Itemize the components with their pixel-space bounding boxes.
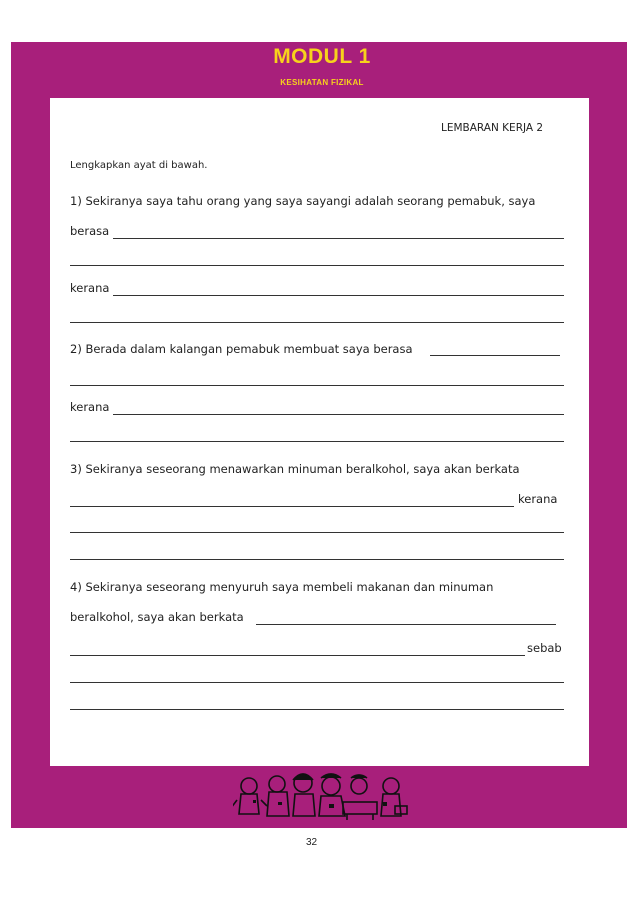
answer-line[interactable] [70, 385, 564, 386]
answer-line[interactable] [70, 559, 564, 560]
children-illustration-icon [233, 770, 409, 822]
answer-line[interactable] [430, 355, 560, 356]
question-4-word-sebab: sebab [527, 641, 562, 655]
question-1-word-kerana: kerana [70, 281, 110, 295]
answer-line[interactable] [70, 682, 564, 683]
question-1-text: 1) Sekiranya saya tahu orang yang saya sayangi adalah seorang pemabuk, saya [70, 194, 536, 208]
answer-line[interactable] [113, 414, 564, 415]
module-title: MODUL 1 [273, 45, 371, 68]
answer-line[interactable] [113, 295, 564, 296]
page-number: 32 [306, 837, 318, 848]
answer-line[interactable] [70, 655, 525, 656]
question-2-word-kerana: kerana [70, 400, 110, 414]
answer-line[interactable] [70, 441, 564, 442]
answer-line[interactable] [70, 322, 564, 323]
question-4-text: 4) Sekiranya seseorang menyuruh saya membeli makanan dan minuman [70, 580, 494, 594]
question-2-text: 2) Berada dalam kalangan pemabuk membuat saya berasa [70, 342, 413, 356]
question-3-word-kerana: kerana [518, 492, 558, 506]
answer-line[interactable] [70, 532, 564, 533]
instruction-text: Lengkapkan ayat di bawah. [70, 160, 208, 171]
question-4-text-line2: beralkohol, saya akan berkata [70, 610, 244, 624]
module-subtitle: KESIHATAN FIZIKAL [280, 78, 364, 87]
answer-line[interactable] [70, 265, 564, 266]
answer-line[interactable] [256, 624, 556, 625]
answer-line[interactable] [70, 506, 514, 507]
answer-line[interactable] [113, 238, 564, 239]
question-3-text: 3) Sekiranya seseorang menawarkan minuman beralkohol, saya akan berkata [70, 462, 520, 476]
question-1-word-berasa: berasa [70, 224, 110, 238]
answer-line[interactable] [70, 709, 564, 710]
worksheet-heading: LEMBARAN KERJA 2 [441, 122, 544, 134]
